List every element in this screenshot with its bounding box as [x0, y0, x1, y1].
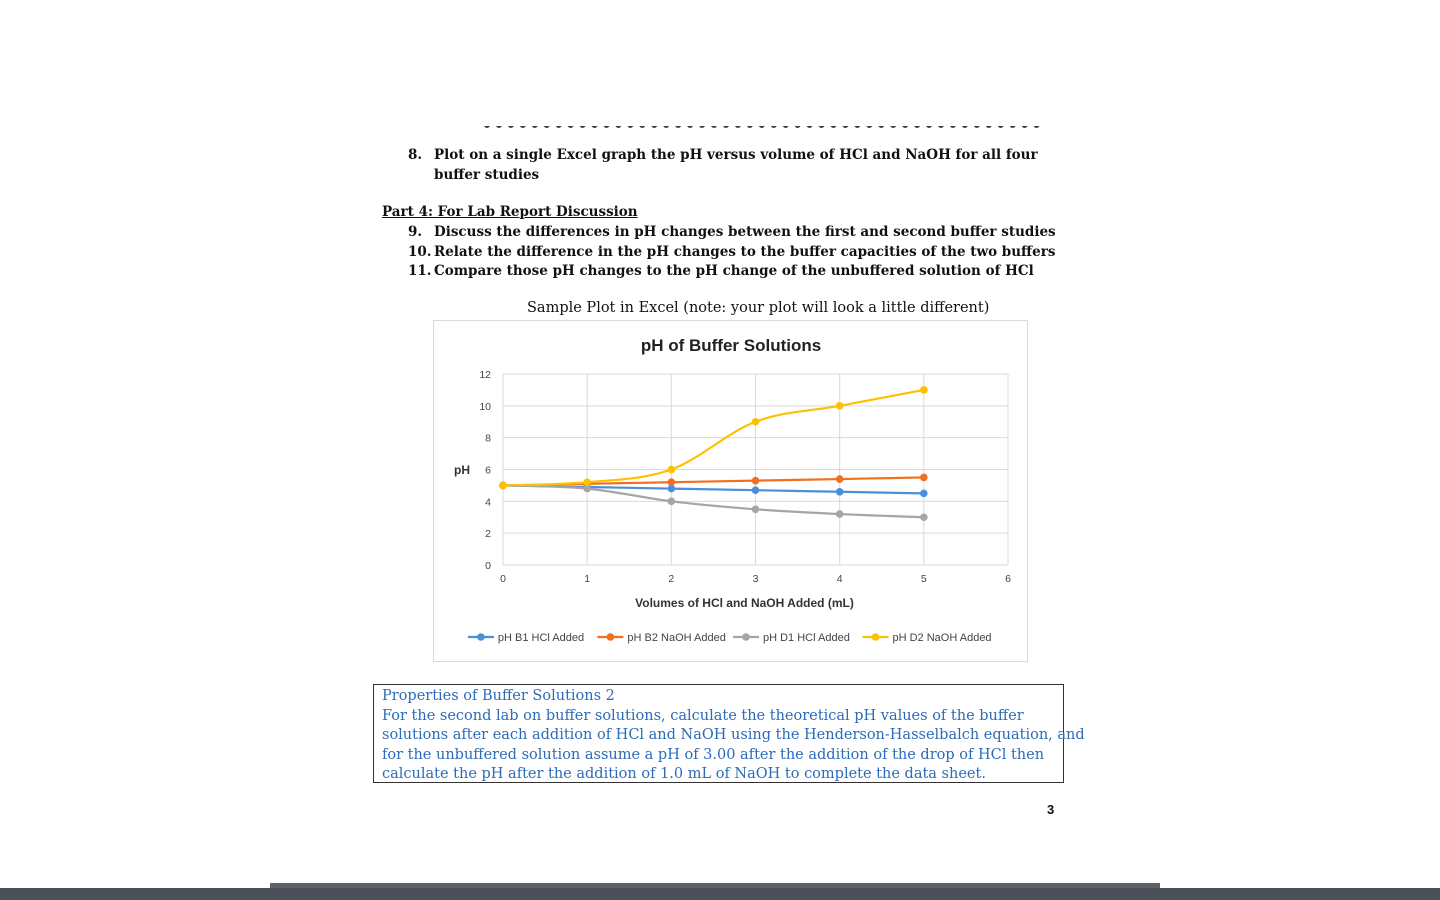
- chart-title: pH of Buffer Solutions: [640, 336, 822, 355]
- data-point: [668, 478, 676, 486]
- data-point: [836, 475, 844, 483]
- x-tick-label: 0: [500, 573, 506, 585]
- data-point: [836, 488, 844, 496]
- x-tick-label: 1: [584, 573, 591, 585]
- list-text: Compare those pH changes to the pH change of the unbuffered solution of HCl: [434, 263, 1034, 279]
- y-tick-label: 0: [485, 560, 491, 572]
- list-text-line2: buffer studies: [434, 166, 540, 183]
- x-tick-label: 2: [668, 573, 675, 585]
- legend-item: [468, 632, 584, 644]
- x-tick-label: 5: [920, 573, 927, 585]
- data-point: [752, 477, 760, 485]
- legend-item: [733, 632, 850, 644]
- note-line: calculate the pH after the addition of 1.0 mL of NaOH to complete the data sheet.: [382, 766, 986, 782]
- y-tick-label: 10: [479, 400, 491, 413]
- data-point: [752, 418, 760, 426]
- y-tick-label: 2: [485, 528, 491, 541]
- legend-item: [597, 632, 725, 644]
- list-text: [434, 146, 1074, 185]
- y-tick-label: 12: [479, 369, 491, 381]
- data-point: [752, 486, 760, 494]
- note-line: for the unbuffered solution assume a pH of 3.00 after the addition of the drop of HCl then: [382, 746, 1045, 763]
- note-line: For the second lab on buffer solutions, calculate the theoretical pH values of the buffer: [382, 707, 1024, 724]
- y-tick-label: 6: [485, 464, 491, 477]
- chart-frame: [433, 320, 1028, 662]
- data-point: [920, 513, 928, 521]
- data-point: [920, 386, 928, 394]
- legend-item: [863, 632, 992, 644]
- legend-label: pH B1 HCl Added: [497, 632, 585, 644]
- clipped-text-line: [484, 126, 1040, 140]
- list-text: Relate the difference in the pH changes to the buffer capacities of the two buffers: [434, 244, 1056, 260]
- figure-caption: Sample Plot in Excel (note: your plot will look a little different): [527, 300, 990, 316]
- note-title: Properties of Buffer Solutions 2: [382, 688, 615, 704]
- list-text: Discuss the differences in pH changes between the first and second buffer studies: [434, 224, 1056, 240]
- legend-label: pH D1 HCl Added: [763, 632, 850, 644]
- legend-marker: [872, 633, 880, 641]
- list-number: 8.: [408, 147, 423, 163]
- note-box: [373, 684, 1085, 783]
- data-point: [836, 402, 844, 410]
- data-point: [668, 466, 676, 474]
- note-line: solutions after each addition of HCl and NaOH using the Henderson-Hasselbalch equation, and: [382, 727, 1085, 743]
- data-point: [752, 505, 760, 513]
- data-point: [836, 510, 844, 518]
- x-tick-label: 4: [836, 573, 843, 585]
- list-number: 11.: [408, 263, 432, 279]
- y-axis-label: pH: [454, 463, 470, 477]
- data-point: [583, 478, 591, 486]
- y-tick-label: 8: [485, 432, 491, 445]
- list-number: 10.: [408, 244, 432, 260]
- list-text-line1: Plot on a single Excel graph the pH versus volume of HCl and NaOH for all four: [434, 147, 1038, 163]
- legend-label: pH D2 NaOH Added: [892, 632, 992, 644]
- line-chart: [434, 321, 1027, 661]
- data-point: [499, 482, 507, 490]
- legend-label: pH B2 NaOH Added: [627, 632, 726, 644]
- window-bottom-bar: [0, 888, 1440, 900]
- legend-marker: [477, 633, 485, 641]
- data-point: [920, 474, 928, 482]
- y-tick-label: 4: [485, 496, 491, 509]
- list-number: 9.: [408, 224, 423, 240]
- data-point: [920, 490, 928, 498]
- x-tick-label: 3: [752, 573, 759, 585]
- x-tick-label: 6: [1005, 573, 1011, 585]
- part4-heading: Part 4: For Lab Report Discussion: [382, 204, 638, 220]
- legend-marker: [607, 633, 615, 641]
- data-point: [668, 498, 676, 506]
- legend-marker: [742, 633, 750, 641]
- page-number: 3: [1047, 802, 1055, 817]
- x-axis-label: Volumes of HCl and NaOH Added (mL): [635, 596, 854, 610]
